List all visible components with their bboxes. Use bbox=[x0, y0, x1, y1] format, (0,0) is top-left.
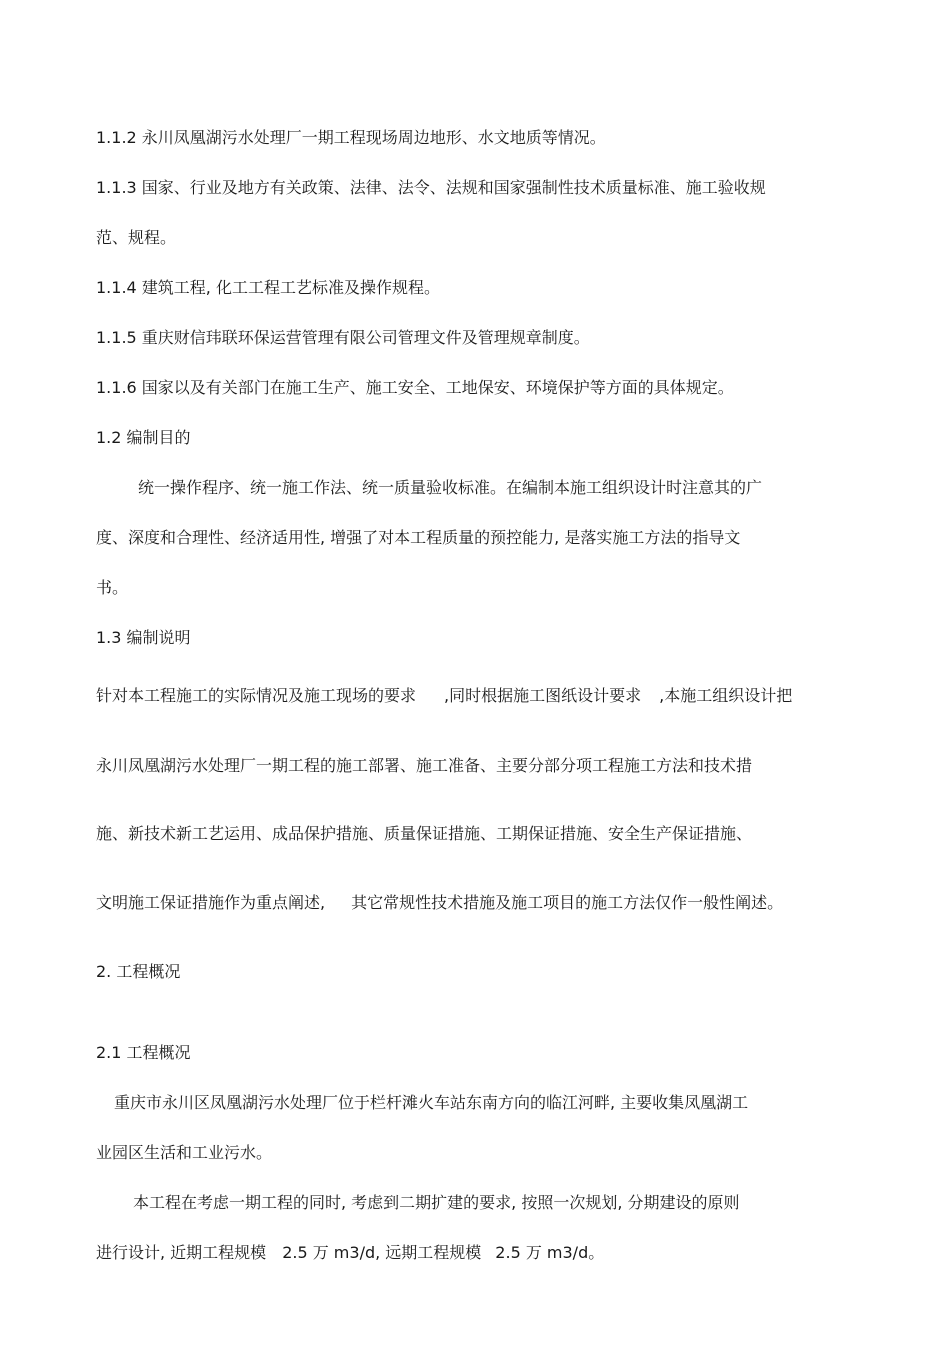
text-segment: 针对本工程施工的实际情况及施工现场的要求 bbox=[96, 686, 417, 705]
paragraph-1-2-line1: 统一操作程序、统一施工作法、统一质量验收标准。在编制本施工组织设计时注意其的广 bbox=[138, 478, 763, 497]
text-segment: 进行设计, 近期工程规模 bbox=[96, 1243, 267, 1262]
paragraph-1-2-line2: 度、深度和合理性、经济适用性, 增强了对本工程质量的预控能力, 是落实施工方法的指导文 bbox=[96, 528, 741, 547]
paragraph-1-3-line2: 永川凤凰湖污水处理厂一期工程的施工部署、施工准备、主要分部分项工程施工方法和技术措 bbox=[96, 756, 753, 775]
paragraph-2-1-line1: 重庆市永川区凤凰湖污水处理厂位于栏杆滩火车站东南方向的临江河畔, 主要收集凤凰湖工 bbox=[114, 1093, 749, 1112]
text-segment: 2.5 万 m3/d, 远期工程规模 bbox=[282, 1243, 482, 1262]
item-1-1-6: 1.1.6 国家以及有关部门在施工生产、施工安全、工地保安、环境保护等方面的具体规定。 bbox=[96, 378, 734, 397]
heading-2: 2. 工程概况 bbox=[96, 962, 181, 981]
paragraph-1-2-line3: 书。 bbox=[96, 578, 129, 597]
item-1-1-3-line2: 范、规程。 bbox=[96, 228, 177, 247]
text-segment: 其它常规性技术措施及施工项目的施工方法仅作一般性阐述。 bbox=[351, 893, 784, 912]
paragraph-2-1-line3: 本工程在考虑一期工程的同时, 考虑到二期扩建的要求, 按照一次规划, 分期建设的原则 bbox=[133, 1193, 740, 1212]
heading-1-3: 1.3 编制说明 bbox=[96, 628, 191, 647]
paragraph-2-1-line4 bbox=[96, 1242, 604, 1264]
paragraph-1-3-line4 bbox=[96, 892, 783, 914]
item-1-1-5: 1.1.5 重庆财信玮联环保运营管理有限公司管理文件及管理规章制度。 bbox=[96, 328, 590, 347]
text-segment: 2.5 万 m3/d。 bbox=[495, 1243, 605, 1262]
text-segment: ,同时根据施工图纸设计要求 bbox=[444, 686, 642, 705]
heading-1-2: 1.2 编制目的 bbox=[96, 428, 191, 447]
item-1-1-2: 1.1.2 永川凤凰湖污水处理厂一期工程现场周边地形、水文地质等情况。 bbox=[96, 128, 606, 147]
item-1-1-3-line1: 1.1.3 国家、行业及地方有关政策、法律、法令、法规和国家强制性技术质量标准、施工验收规 bbox=[96, 178, 766, 197]
text-segment: ,本施工组织设计把 bbox=[659, 686, 793, 705]
paragraph-2-1-line2: 业园区生活和工业污水。 bbox=[96, 1143, 273, 1162]
paragraph-1-3-line3: 施、新技术新工艺运用、成品保护措施、质量保证措施、工期保证措施、安全生产保证措施、 bbox=[96, 824, 753, 843]
heading-2-1: 2.1 工程概况 bbox=[96, 1043, 191, 1062]
paragraph-1-3-line1 bbox=[96, 685, 792, 707]
text-segment: 文明施工保证措施作为重点阐述, bbox=[96, 893, 326, 912]
item-1-1-4: 1.1.4 建筑工程, 化工工程工艺标准及操作规程。 bbox=[96, 278, 440, 297]
